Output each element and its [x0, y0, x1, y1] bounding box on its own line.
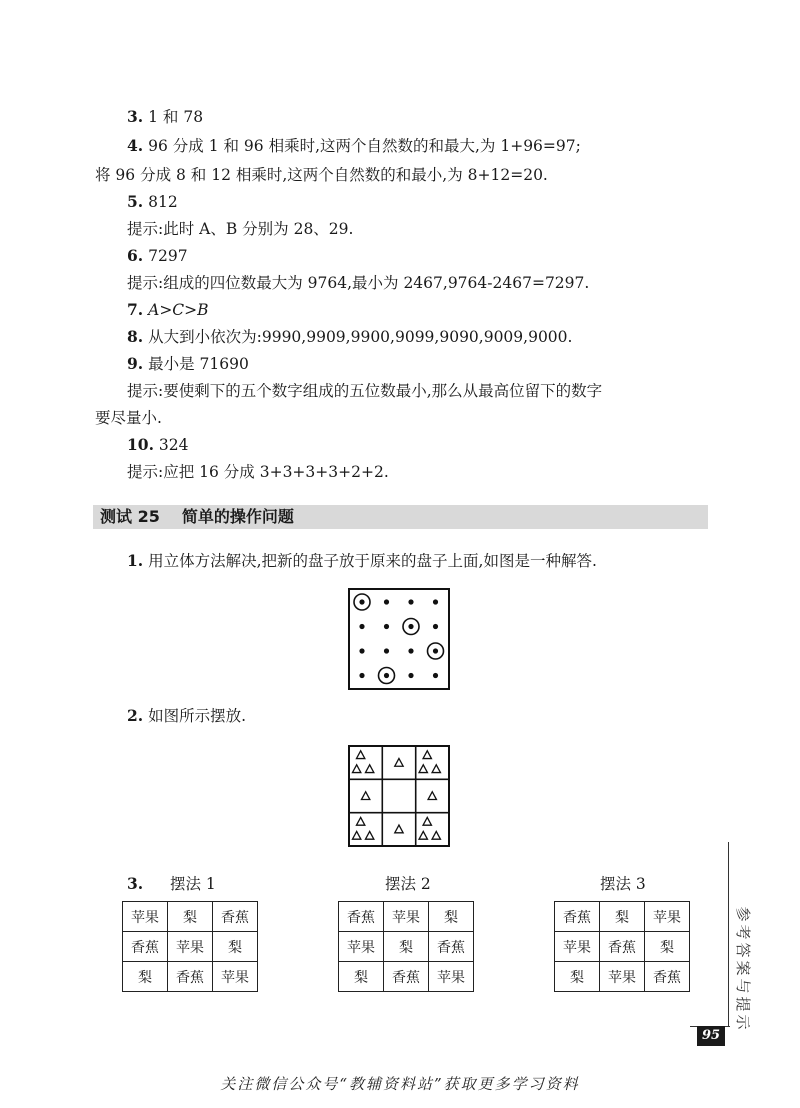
answer-7: [127, 299, 209, 321]
table-cell: 梨: [384, 932, 429, 962]
arrangement-caption-2: 摆法 2: [385, 875, 431, 893]
dot-mark: [384, 648, 389, 653]
table-cell: 香蕉: [645, 962, 690, 992]
answer-text: 将 96 分成 8 和 12 相乘时,这两个自然数的和最小,为 8+12=20.: [95, 166, 548, 184]
table-cell: 梨: [213, 932, 258, 962]
table-row: [555, 962, 690, 992]
answer-text: 最小是 71690: [148, 355, 249, 373]
table-row: [123, 932, 258, 962]
dot-mark: [408, 599, 413, 604]
answer-number: 6.: [127, 246, 144, 265]
answer-text: 96 分成 1 和 96 相乘时,这两个自然数的和最大,为 1+96=97;: [148, 137, 581, 155]
section-label: 测试 25: [100, 507, 160, 526]
triangle-mark: [432, 765, 440, 773]
table-cell: 苹果: [600, 962, 645, 992]
triangle-mark: [361, 792, 369, 800]
table-cell: 苹果: [339, 932, 384, 962]
dot-mark: [359, 673, 364, 678]
answer-text: 从大到小依次为:9990,9909,9900,9099,9090,9009,9000.: [148, 328, 573, 346]
dot-mark: [384, 673, 389, 678]
arrangement-table-1: [122, 901, 258, 992]
table-cell: 梨: [123, 962, 168, 992]
sidebar-char: 答: [734, 942, 752, 958]
triangle-mark: [352, 831, 360, 839]
triangle-mark: [365, 831, 373, 839]
triangle-mark: [423, 751, 431, 759]
answer-number: 5.: [127, 192, 144, 211]
table-cell: 香蕉: [555, 902, 600, 932]
question-text: 如图所示摆放.: [148, 707, 247, 725]
dot-mark: [359, 624, 364, 629]
answer-5: [127, 191, 178, 213]
dot-grid-figure: [348, 588, 450, 690]
table-cell: 梨: [555, 962, 600, 992]
answer-8: [127, 326, 572, 348]
table-cell: 苹果: [555, 932, 600, 962]
answer-9: [127, 353, 249, 375]
table-cell: 香蕉: [123, 932, 168, 962]
dot-mark: [408, 624, 413, 629]
arrangement-table-3: [554, 901, 690, 992]
triangle-mark: [356, 751, 364, 759]
table-row: [123, 962, 258, 992]
section-name: 简单的操作问题: [181, 507, 294, 526]
answer-number: 10.: [127, 435, 154, 454]
hint-5: [127, 218, 353, 240]
table-cell: 香蕉: [213, 902, 258, 932]
footer-note: 关注微信公众号“教辅资料站”获取更多学习资料: [220, 1075, 580, 1093]
arrangement-caption-1: 摆法 1: [170, 875, 216, 893]
answer-number: 9.: [127, 354, 144, 373]
table-cell: 香蕉: [339, 902, 384, 932]
table-cell: 梨: [168, 902, 213, 932]
answer-3: [127, 106, 203, 128]
answer-number: 7.: [127, 300, 144, 319]
hint-text: 要尽量小.: [95, 409, 162, 427]
table-row: [339, 932, 474, 962]
question-3: [127, 873, 143, 895]
table-cell: 苹果: [384, 902, 429, 932]
table-cell: 梨: [645, 932, 690, 962]
sidebar-char: 参: [734, 906, 752, 922]
triangle-mark: [423, 817, 431, 825]
question-number: 2.: [127, 706, 144, 725]
table-cell: 苹果: [123, 902, 168, 932]
triangle-mark: [352, 765, 360, 773]
answer-text: 7297: [148, 247, 188, 265]
dot-mark: [433, 648, 438, 653]
hint-10: [127, 461, 389, 483]
answer-number: 8.: [127, 327, 144, 346]
triangle-mark: [365, 765, 373, 773]
table-cell: 苹果: [168, 932, 213, 962]
answer-10: [127, 434, 189, 456]
answer-number: 4.: [127, 136, 144, 155]
table-cell: 苹果: [645, 902, 690, 932]
hint-9-cont: [95, 407, 162, 429]
table-cell: 梨: [429, 902, 474, 932]
hint-text: 提示:应把 16 分成 3+3+3+3+2+2.: [127, 463, 389, 481]
question-text: 用立体方法解决,把新的盘子放于原来的盘子上面,如图是一种解答.: [148, 552, 597, 570]
answer-text: 1 和 78: [148, 108, 204, 126]
triangle-mark: [395, 758, 403, 766]
table-row: [555, 932, 690, 962]
table-cell: 香蕉: [429, 932, 474, 962]
table-cell: 香蕉: [600, 932, 645, 962]
table-row: [339, 902, 474, 932]
table-row: [555, 902, 690, 932]
table-cell: 香蕉: [168, 962, 213, 992]
answer-text: 324: [158, 436, 189, 454]
question-number: 3.: [127, 874, 144, 893]
table-cell: 梨: [339, 962, 384, 992]
dot-mark: [384, 599, 389, 604]
dot-mark: [384, 624, 389, 629]
dot-mark: [408, 648, 413, 653]
arrangement-table-2: [338, 901, 474, 992]
table-cell: 苹果: [429, 962, 474, 992]
sidebar-char: 提: [734, 996, 752, 1012]
triangle-mark: [356, 817, 364, 825]
answer-4: [127, 135, 581, 157]
sidebar-char: 与: [734, 978, 752, 994]
table-cell: 香蕉: [384, 962, 429, 992]
answer-4-cont: [95, 164, 548, 186]
sidebar-label: [734, 905, 752, 1031]
triangle-mark: [428, 792, 436, 800]
sidebar-char: 示: [734, 1014, 752, 1030]
hint-text: 提示:组成的四位数最大为 9764,最小为 2467,9764-2467=7297.: [127, 274, 590, 292]
answer-text: A>C>B: [148, 301, 209, 319]
dot-mark: [433, 599, 438, 604]
dot-mark: [359, 648, 364, 653]
hint-6: [127, 272, 589, 294]
hint-text: 提示:此时 A、B 分别为 28、29.: [127, 220, 354, 238]
section-title: [100, 506, 294, 528]
sidebar-rule: [728, 842, 729, 1027]
answer-6: [127, 245, 188, 267]
dot-mark: [433, 624, 438, 629]
page-number: 95: [701, 1028, 721, 1043]
dot-mark: [408, 673, 413, 678]
triangle-mark: [395, 825, 403, 833]
triangle-mark: [419, 831, 427, 839]
table-cell: 苹果: [213, 962, 258, 992]
question-number: 1.: [127, 551, 144, 570]
table-row: [339, 962, 474, 992]
table-row: [123, 902, 258, 932]
dot-mark: [359, 599, 364, 604]
question-2: [127, 705, 246, 727]
question-1: [127, 550, 597, 572]
dot-mark: [433, 673, 438, 678]
hint-9: [127, 380, 602, 402]
sidebar-char: 案: [734, 960, 752, 976]
triangle-mark: [432, 831, 440, 839]
triangle-mark: [419, 765, 427, 773]
triangle-grid-figure: [348, 745, 450, 847]
hint-text: 提示:要使剩下的五个数字组成的五位数最小,那么从最高位留下的数字: [127, 382, 603, 400]
table-cell: 梨: [600, 902, 645, 932]
arrangement-caption-3: 摆法 3: [600, 875, 646, 893]
answer-text: 812: [148, 193, 178, 211]
answer-number: 3.: [127, 107, 144, 126]
sidebar-char: 考: [734, 924, 752, 940]
